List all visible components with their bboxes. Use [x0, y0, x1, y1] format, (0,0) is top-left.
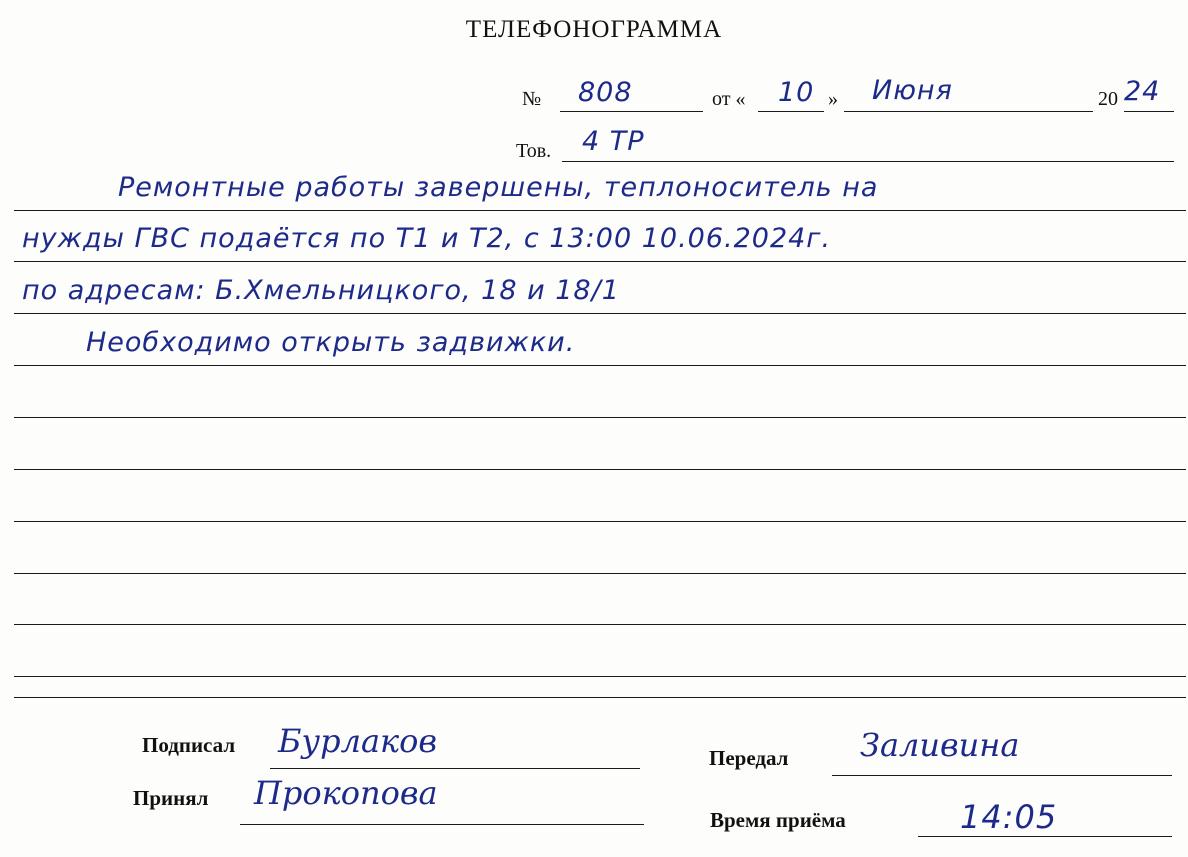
quote-close: » — [828, 88, 838, 110]
recipient-line — [562, 161, 1174, 162]
year-line — [1124, 111, 1174, 112]
message-line-4 — [14, 365, 1186, 366]
time-label: Время приёма — [710, 808, 846, 832]
accepted-line — [240, 824, 644, 825]
year-suffix-value: 24 — [1124, 76, 1161, 107]
form-title: ТЕЛЕФОНОГРАММА — [465, 16, 723, 43]
message-text-1: Ремонтные работы завершены, теплоноситель на — [118, 172, 879, 203]
time-line — [918, 836, 1172, 837]
signed-line — [270, 768, 640, 769]
accepted-label: Принял — [133, 786, 209, 810]
message-text-2: нужды ГВС подаётся по Т1 и Т2, с 13:00 10.06.2024г. — [22, 223, 832, 254]
message-text-3: по адресам: Б.Хмельницкого, 18 и 18/1 — [22, 275, 620, 306]
message-text-4: Необходимо открыть задвижки. — [86, 327, 576, 358]
number-line — [560, 111, 703, 112]
message-line-8 — [14, 573, 1186, 574]
month-line — [844, 111, 1093, 112]
message-line-3 — [14, 313, 1186, 314]
date-from-label: от « — [712, 88, 746, 110]
number-value: 808 — [578, 77, 633, 108]
day-line — [758, 111, 824, 112]
number-label: № — [522, 88, 542, 110]
message-line-11 — [14, 697, 1186, 698]
year-prefix: 20 — [1098, 88, 1118, 110]
message-line-6 — [14, 469, 1186, 470]
message-line-9 — [14, 624, 1186, 625]
accepted-signature: Прокопова — [254, 774, 438, 812]
message-line-10 — [14, 676, 1186, 677]
sent-label: Передал — [709, 746, 789, 770]
sent-line — [832, 775, 1172, 776]
day-value: 10 — [778, 77, 815, 108]
signed-label: Подписал — [142, 733, 236, 757]
recipient-value: 4 ТР — [582, 126, 645, 157]
sent-signature: Заливина — [860, 726, 1020, 764]
time-value: 14:05 — [960, 798, 1058, 836]
message-line-7 — [14, 521, 1186, 522]
message-line-5 — [14, 417, 1186, 418]
signed-signature: Бурлаков — [278, 722, 438, 760]
message-line-1 — [14, 210, 1186, 211]
recipient-label: Тов. — [516, 140, 552, 162]
month-value: Июня — [872, 75, 953, 106]
message-line-2 — [14, 261, 1186, 262]
